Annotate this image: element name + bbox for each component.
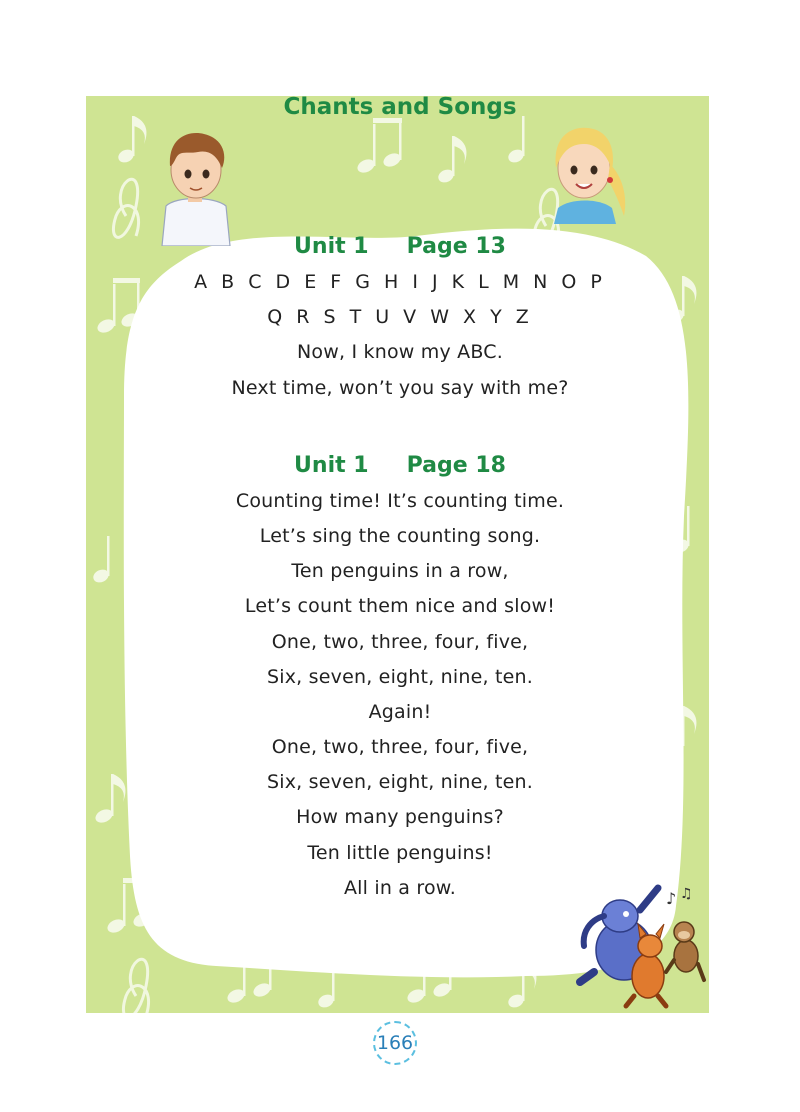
page-reference: Page 13 (406, 234, 506, 259)
lyric-line: All in a row. (343, 876, 457, 899)
page-number: 166 (373, 1021, 417, 1065)
lyric-line: Q R S T U V W X Y Z (267, 306, 533, 329)
song-section-1 (150, 229, 650, 406)
song-section-2 (150, 448, 650, 906)
animals-illustration (574, 880, 708, 1010)
lyric-line: Now, I know my ABC. (297, 341, 503, 364)
section-heading (150, 448, 650, 484)
girl-illustration (540, 124, 632, 224)
lyric-line: Ten penguins in a row, (291, 560, 509, 583)
unit-label: Unit 1 (294, 234, 369, 259)
lyric-line: Counting time! It’s counting time. (235, 489, 565, 512)
page-reference: Page 18 (406, 452, 506, 478)
lyric-line: Six, seven, eight, nine, ten. (266, 665, 534, 688)
page-title: Chants and Songs (283, 94, 517, 120)
lyric-line: Six, seven, eight, nine, ten. (266, 771, 534, 794)
lyric-line: One, two, three, four, five, (271, 630, 529, 653)
svg-text:♫: ♫ (680, 886, 693, 902)
lyric-line: A B C D E F G H I J K L M N O P (194, 271, 606, 293)
lyric-line: One, two, three, four, five, (271, 736, 529, 759)
lyric-line: Next time, won’t you say with me? (231, 376, 569, 399)
section-spacer (150, 406, 650, 444)
lyric-line: Again! (368, 700, 432, 723)
lyric-line: Let’s sing the counting song. (259, 524, 541, 547)
lyric-line: How many penguins? (296, 806, 504, 829)
music-note-icon (666, 886, 693, 908)
lyric-line: Let’s count them nice and slow! (244, 595, 556, 618)
lyric-line: Ten little penguins! (307, 841, 493, 864)
unit-label: Unit 1 (294, 452, 369, 478)
section-heading (150, 229, 650, 265)
svg-text:♪: ♪ (666, 889, 677, 908)
chants-content (150, 225, 650, 906)
